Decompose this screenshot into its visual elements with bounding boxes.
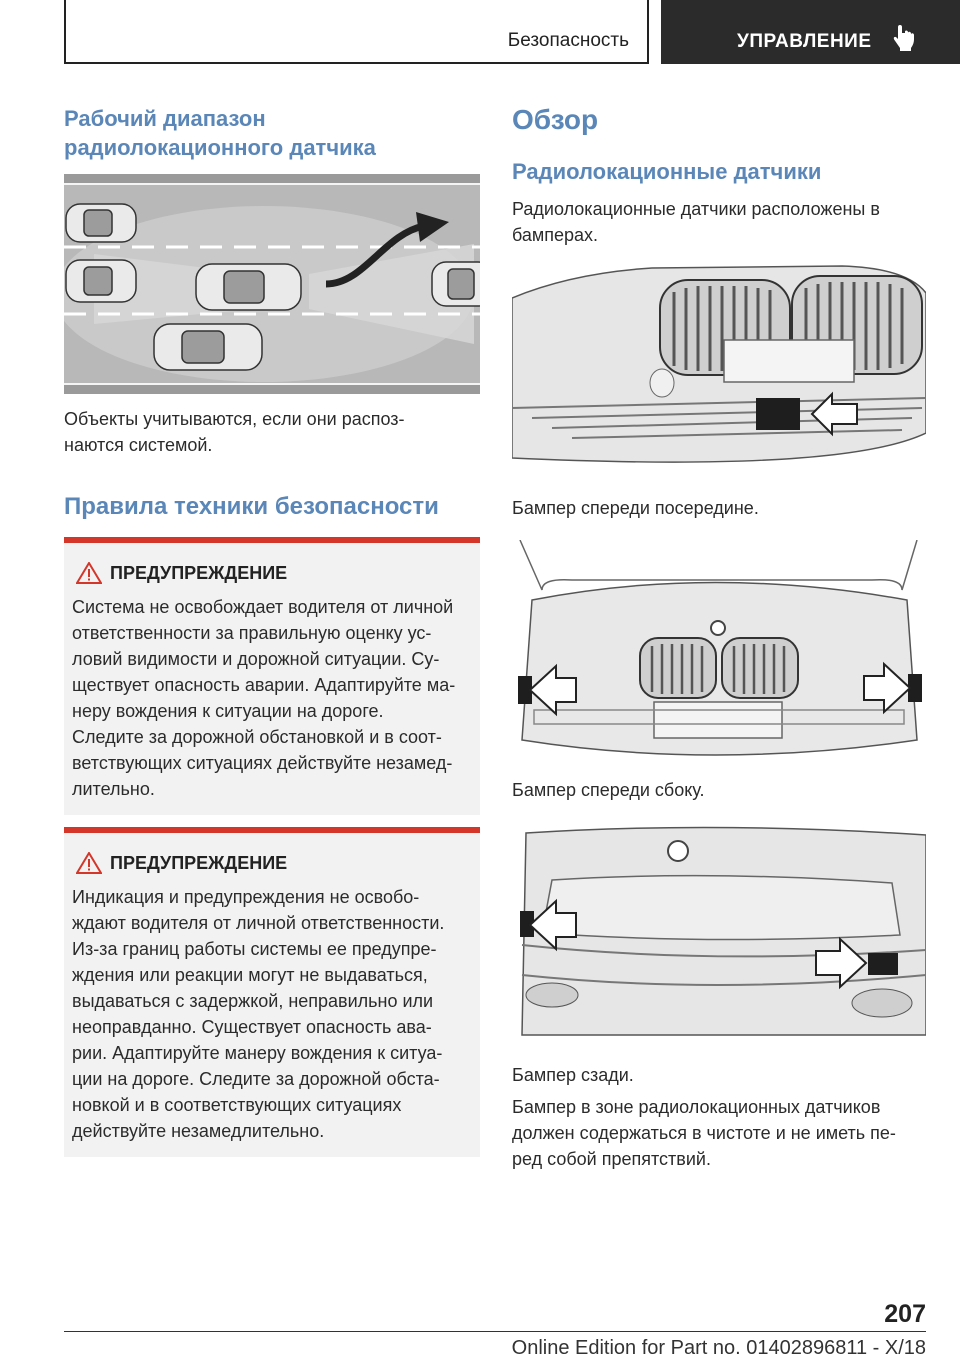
warning-2-title: ПРЕДУПРЕЖДЕНИЕ (110, 853, 288, 873)
bumper-cleanliness-note (512, 1094, 896, 1172)
warning-1-line: ловий видимости и дорожной ситуации. Су- (72, 649, 440, 669)
pointing-hand-icon (893, 24, 915, 52)
note-line-3: ред собой препятствий. (512, 1149, 711, 1169)
car-icon (154, 324, 262, 370)
warning-2-line: Индикация и предупреждения не освобо- (72, 887, 420, 907)
warning-1-line: ответственности за правильную оценку ус- (72, 623, 432, 643)
warning-2-line: новкой и в соответствующих ситуациях (72, 1095, 402, 1115)
warning-1-title: ПРЕДУПРЕЖДЕНИЕ (110, 563, 288, 583)
warning-2-line: ждают водителя от личной ответственности. (72, 913, 445, 933)
heading-sensor-range-line-2: радиолокационного датчика (64, 135, 376, 160)
warning-2-line: рии. Адаптируйте манеру вождения к ситуа- (72, 1043, 443, 1063)
header-chapter-title: УПРАВЛЕНИЕ (737, 31, 872, 52)
warning-triangle-icon (76, 562, 102, 584)
heading-overview: Обзор (512, 104, 599, 135)
header-section-title: Безопасность (507, 30, 629, 51)
caption-front-side: Бампер спереди сбоку. (512, 780, 705, 800)
warning-1-line: ществует опасность аварии. Адаптируйте ма- (72, 675, 456, 695)
warning-box-2 (64, 827, 480, 1157)
heading-radar-sensors: Радиолокационные датчики (512, 159, 822, 184)
warning-2-text (72, 884, 477, 1144)
heading-sensor-range-line-1: Рабочий диапазон (64, 106, 266, 131)
caption-sensor-range (64, 406, 405, 458)
warning-box-1 (64, 537, 480, 815)
front-bumper-side-illustration (512, 540, 926, 762)
note-line-1: Бампер в зоне радиолокационных датчиков (512, 1097, 881, 1117)
warning-1-line: ветствующих ситуациях действуйте незамед- (72, 753, 453, 773)
note-line-2: должен содержаться в чистоте и не иметь пе- (512, 1123, 896, 1143)
caption-front-center: Бампер спереди посередине. (512, 498, 759, 518)
car-icon (66, 260, 136, 302)
footer-divider (64, 1331, 926, 1332)
warning-2-line: неоправданно. Существует опасность ава- (72, 1017, 432, 1037)
warning-triangle-icon (76, 852, 102, 874)
heading-sensor-range (64, 104, 376, 162)
warning-1-line: неру вождения к ситуации на дороге. (72, 701, 384, 721)
sensors-intro (512, 196, 880, 248)
warning-2-line: ждения или реакции могут не выдаваться, (72, 965, 428, 985)
warning-1-line: лительно. (72, 779, 155, 799)
warning-1-line: Система не освобождает водителя от личной (72, 597, 454, 617)
warning-2-line: выдаваться с задержкой, неправильно или (72, 991, 434, 1011)
page-number: 207 (884, 1300, 926, 1328)
car-icon (432, 262, 480, 306)
footer-edition: Online Edition for Part no. 01402896811 - X/18 (511, 1337, 926, 1359)
warning-1-line: Следите за дорожной обстановкой и в соот- (72, 727, 442, 747)
sensors-intro-line-2: бамперах. (512, 225, 599, 245)
warning-2-line: Из-за границ работы системы ее предупре- (72, 939, 437, 959)
caption-rear: Бампер сзади. (512, 1065, 634, 1085)
header-section-box (64, 0, 649, 64)
header-chapter-box (661, 0, 960, 64)
warning-2-line: действуйте незамедлительно. (72, 1121, 325, 1141)
sensor-range-illustration (64, 174, 480, 394)
warning-2-line: ции на дороге. Следите за дорожной обста- (72, 1069, 440, 1089)
heading-safety-rules: Правила техники безопасности (64, 493, 439, 520)
caption-sensor-range-line-2: наются системой. (64, 435, 213, 455)
car-icon (196, 264, 301, 310)
front-bumper-center-illustration (512, 258, 926, 480)
car-icon (66, 204, 136, 242)
sensors-intro-line-1: Радиолокационные датчики расположены в (512, 199, 880, 219)
caption-sensor-range-line-1: Объекты учитываются, если они распоз- (64, 409, 405, 429)
rear-bumper-illustration (512, 825, 926, 1047)
warning-1-text (72, 594, 477, 802)
